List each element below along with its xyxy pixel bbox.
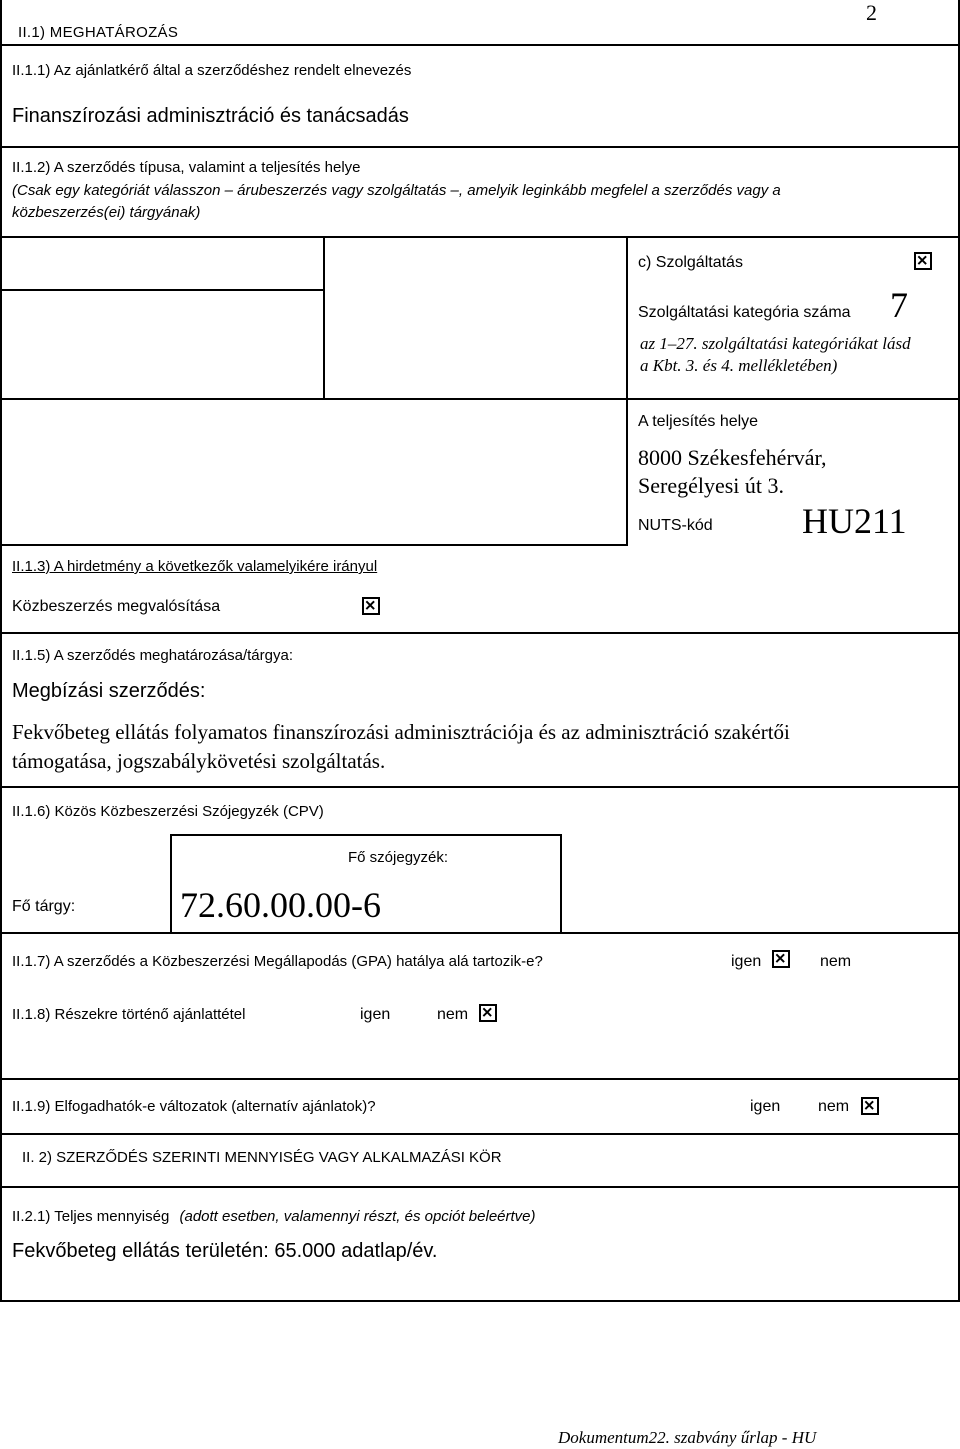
- procurement-checkbox[interactable]: [362, 597, 380, 615]
- nuts-code-value: HU211: [802, 501, 907, 541]
- lots-no-label: nem: [437, 1006, 469, 1023]
- section-ii12-note-line-1: (Csak egy kategóriát válasszon – árubeszerzés vagy szolgáltatás –, amelyik leginkább megfelel a szerződés vagy a: [12, 182, 781, 199]
- x-mark-icon: [364, 599, 378, 613]
- frame-left: [0, 0, 2, 1302]
- section-ii16-heading: II.1.6) Közös Közbeszerzési Szójegyzék (CPV): [12, 803, 324, 820]
- type-table-middle-line: [0, 398, 960, 400]
- gpa-yes-checkbox[interactable]: [772, 950, 790, 968]
- service-category-note-line-2: a Kbt. 3. és 4. mellékletében): [640, 356, 838, 375]
- divider-ii19: [0, 1133, 960, 1135]
- type-table-top: [0, 236, 960, 238]
- type-table-divider-1: [323, 236, 325, 400]
- variants-no-checkbox[interactable]: [861, 1097, 879, 1115]
- subject-text-line-2: támogatása, jogszabálykövetési szolgáltatás.: [12, 749, 386, 773]
- gpa-no-label: nem: [820, 953, 852, 970]
- place-line-1: 8000 Székesfehérvár,: [638, 445, 827, 470]
- service-checkbox[interactable]: [914, 252, 932, 270]
- cpv-main-object-label: Fő tárgy:: [12, 898, 76, 915]
- x-mark-icon: [916, 254, 930, 268]
- x-mark-icon: [863, 1099, 877, 1113]
- section-ii19-heading: II.1.9) Elfogadhatók-e változatok (alternatív ajánlatok)?: [12, 1098, 376, 1115]
- cpv-code: 72.60.00.00-6: [180, 885, 381, 925]
- divider-ii15: [0, 786, 960, 788]
- lots-no-checkbox[interactable]: [479, 1004, 497, 1022]
- contract-name: Finanszírozási adminisztráció és tanácsadás: [12, 105, 409, 127]
- section-ii17-heading: II.1.7) A szerződés a Közbeszerzési Megállapodás (GPA) hatálya alá tartozik-e?: [12, 953, 543, 970]
- divider-ii11: [0, 146, 960, 148]
- cpv-table-top: [170, 834, 562, 836]
- lots-yes-label: igen: [360, 1006, 391, 1023]
- divider-ii18: [0, 1078, 960, 1080]
- section-ii2-heading: II. 2) SZERZŐDÉS SZERINTI MENNYISÉG VAGY ALKALMAZÁSI KÖR: [22, 1149, 502, 1166]
- section-ii21-note: (adott esetben, valamennyi részt, és opciót beleértve): [179, 1208, 536, 1225]
- section-ii12-note-line-2: közbeszerzés(ei) tárgyának): [12, 204, 201, 221]
- section-ii15-heading: II.1.5) A szerződés meghatározása/tárgya:: [12, 647, 293, 664]
- frame-top: [0, 44, 960, 46]
- subject-heading: Megbízási szerződés:: [12, 680, 206, 702]
- x-mark-icon: [774, 952, 788, 966]
- total-quantity-text: Fekvőbeteg ellátás területén: 65.000 adatlap/év.: [12, 1240, 438, 1262]
- nuts-code-label: NUTS-kód: [638, 517, 713, 534]
- section-ii18-heading: II.1.8) Részekre történő ajánlattétel: [12, 1006, 246, 1023]
- variants-no-label: nem: [818, 1098, 850, 1115]
- section-ii1-heading: II.1) MEGHATÁROZÁS: [18, 24, 179, 41]
- section-ii11-heading: II.1.1) Az ajánlatkérő által a szerződéshez rendelt elnevezés: [12, 62, 412, 79]
- service-category-value: 7: [890, 285, 908, 325]
- cpv-table-left: [170, 834, 172, 934]
- service-category-label: Szolgáltatási kategória száma: [638, 304, 851, 321]
- subject-text-line-1: Fekvőbeteg ellátás folyamatos finanszírozási adminisztrációja és az adminisztráció szakértői: [12, 720, 790, 744]
- service-label: c) Szolgáltatás: [638, 254, 743, 271]
- form-footer: Dokumentum22. szabvány űrlap - HU: [558, 1428, 817, 1447]
- cpv-table-right: [560, 834, 562, 934]
- divider-ii13: [0, 632, 960, 634]
- divider-ii2: [0, 1186, 960, 1188]
- x-mark-icon: [481, 1006, 495, 1020]
- frame-bottom: [0, 1300, 960, 1302]
- page-number: 2: [866, 0, 877, 25]
- type-table-divider-2: [626, 236, 628, 544]
- place-of-performance-label: A teljesítés helye: [638, 413, 759, 430]
- variants-yes-label: igen: [750, 1098, 781, 1115]
- cpv-main-vocabulary-label: Fő szójegyzék:: [348, 849, 449, 866]
- section-ii12-heading: II.1.2) A szerződés típusa, valamint a teljesítés helye: [12, 159, 361, 176]
- section-ii13-heading: II.1.3) A hirdetmény a következők valamelyikére irányul: [12, 558, 378, 575]
- cpv-table-bottom: [0, 932, 960, 934]
- service-category-note-line-1: az 1–27. szolgáltatási kategóriákat lásd: [640, 334, 911, 353]
- procurement-label: Közbeszerzés megvalósítása: [12, 598, 221, 615]
- section-ii21-heading: [12, 1208, 536, 1225]
- type-table-row-line: [0, 289, 324, 291]
- place-line-2: Seregélyesi út 3.: [638, 473, 785, 498]
- section-ii21-title: II.2.1) Teljes mennyiség: [12, 1208, 170, 1225]
- gpa-yes-label: igen: [731, 953, 762, 970]
- type-table-bottom-line: [0, 544, 628, 546]
